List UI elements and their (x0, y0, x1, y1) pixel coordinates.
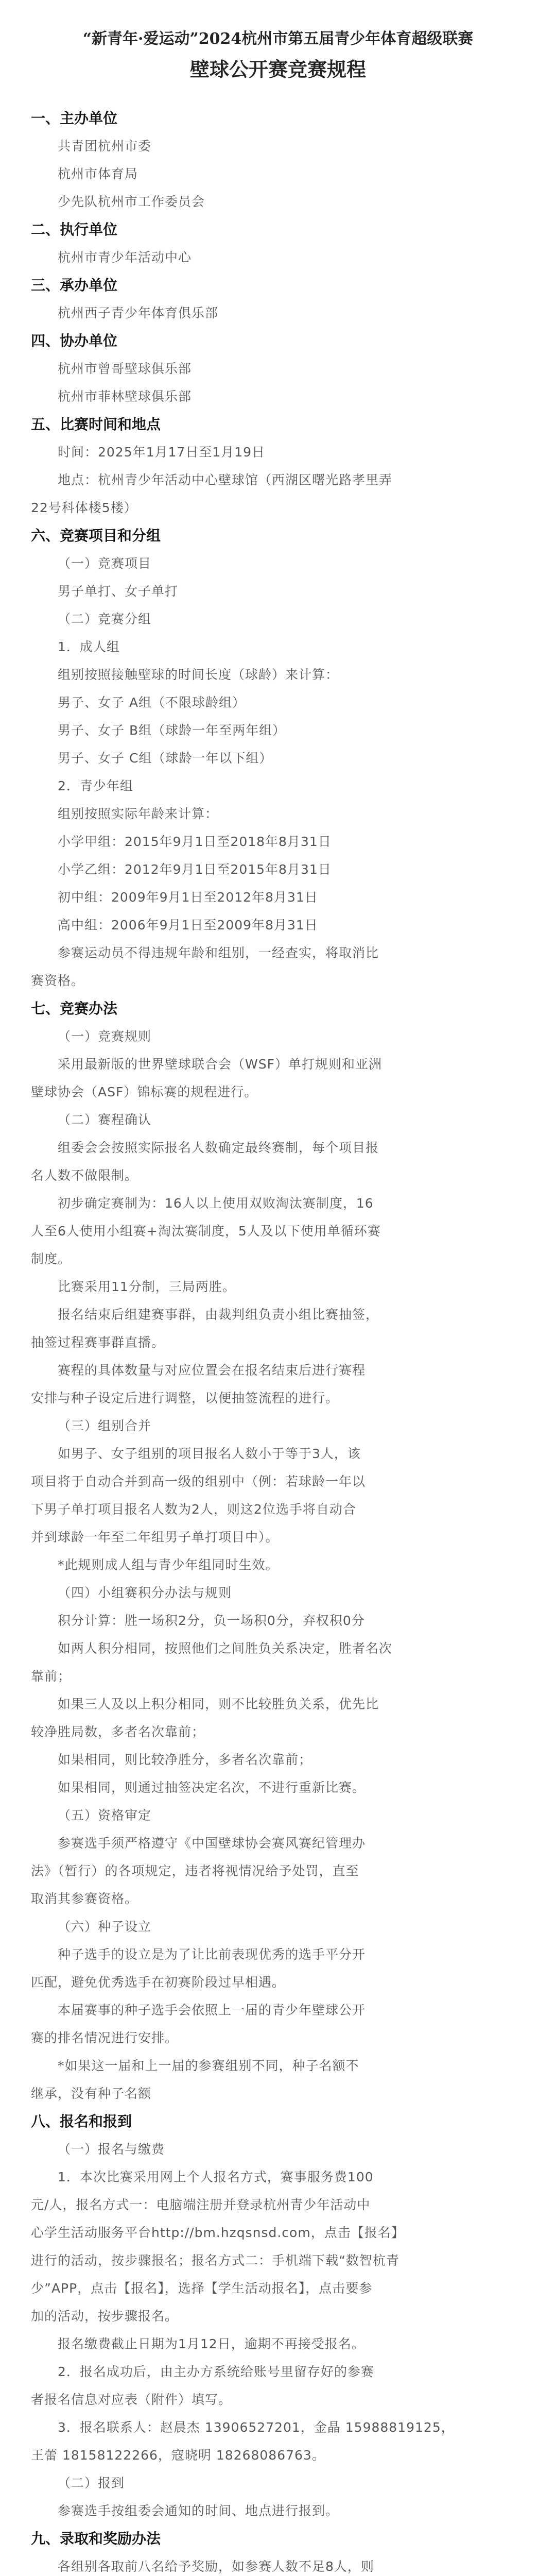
body-line: 进行的活动，按步骤报名；报名方式二：手机端下载“数智杭青 (31, 2253, 399, 2268)
body-line: （一）竞赛项目 (58, 556, 152, 571)
body-line: 组别按照实际年龄来计算： (58, 806, 219, 821)
body-line: 高中组：2006年9月1日至2009年8月31日 (58, 918, 318, 933)
document-title-line2: 壁球公开赛竞赛规程 (189, 58, 366, 81)
body-line: 各组别各取前八名给予奖励，如参赛人数不足8人，则 (58, 2559, 374, 2574)
body-line: 2．青少年组 (58, 778, 133, 793)
body-line: 如果相同，则比较净胜分，多者名次靠前； (58, 1752, 312, 1767)
body-line: 积分计算：胜一场积2分，负一场积0分，弃权积0分 (58, 1613, 365, 1628)
body-line: 较净胜局数，多者名次靠前； (31, 1724, 205, 1739)
body-line: 共青团杭州市委 (58, 139, 152, 154)
body-line: （二）竞赛分组 (58, 612, 152, 626)
body-line: 组委会会按照实际报名人数确定最终赛制，每个项目报 (58, 1140, 379, 1155)
body-line: 小学甲组：2015年9月1日至2018年8月31日 (58, 834, 332, 849)
body-line: （三）组别合并 (58, 1418, 152, 1433)
body-line: （五）资格审定 (58, 1808, 152, 1823)
document-title-line1: “新青年·爱运动”2024杭州市第五届青少年体育超级联赛 (82, 30, 474, 48)
body-line: 杭州市菲林壁球俱乐部 (58, 389, 192, 404)
body-line: 法》（暂行）的各项规定，违者将视情况给予处罚，直至 (31, 1863, 359, 1878)
body-line: 男子、女子 A组（不限球龄组） (58, 695, 246, 710)
body-line: 靠前； (31, 1669, 72, 1684)
body-line: （四）小组赛积分办法与规则 (58, 1585, 232, 1600)
body-line: 时间：2025年1月17日至1月19日 (58, 445, 266, 460)
body-line: 如果三人及以上积分相同，则不比较胜负关系，优先比 (58, 1697, 379, 1711)
document-body (31, 105, 525, 2576)
body-line: 王蕾 18158122266，寇晓明 18268086763。 (31, 2448, 325, 2463)
body-line: 人至6人使用小组赛+淘汰赛制度，5人及以下使用单循环赛 (31, 1224, 381, 1239)
body-line: 1．本次比赛采用网上个人报名方式，赛事服务费100 (58, 2170, 374, 2184)
body-line: 初中组：2009年9月1日至2012年8月31日 (58, 890, 318, 905)
body-line: 地点：杭州青少年活动中心壁球馆（西湖区曙光路孝里弄 (58, 472, 393, 487)
body-line: 参赛运动员不得违规年龄和组别，一经查实，将取消比 (58, 945, 379, 960)
body-line: 壁球协会（ASF）锦标赛的规程进行。 (31, 1084, 258, 1099)
body-line: 下男子单打项目报名人数为2人，则这2位选手将自动合 (31, 1502, 356, 1517)
body-line: 杭州市青少年活动中心 (58, 250, 192, 265)
body-line: 参赛选手按组委会通知的时间、地点进行报到。 (58, 2503, 339, 2518)
body-line: 3．报名联系人：赵晨杰 13906527201，金晶 15988819125， (58, 2420, 455, 2435)
body-line: 赛程的具体数量与对应位置会在报名结束后进行赛程 (58, 1363, 366, 1378)
body-line: 小学乙组：2012年9月1日至2015年8月31日 (58, 862, 332, 877)
body-line: （二）报到 (58, 2476, 125, 2490)
section-heading: 五、比赛时间和地点 (31, 416, 161, 433)
body-line: 少先队杭州市工作委员会 (58, 194, 205, 209)
body-line: 报名缴费截止日期为1月12日，逾期不再接受报名。 (58, 2336, 365, 2351)
body-line: 种子选手的设立是为了让比前表现优秀的选手平分开 (58, 1947, 366, 1962)
body-line: 元/人，报名方式一：电脑端注册并登录杭州青少年活动中 (31, 2197, 371, 2212)
body-line: 本届赛事的种子选手会依照上一届的青少年壁球公开 (58, 2003, 366, 2018)
body-line: 继承，没有种子名额 (31, 2086, 152, 2101)
body-line: 报名结束后组建赛事群，由裁判组负责小组比赛抽签， (58, 1307, 379, 1322)
section-heading: 七、竞赛办法 (31, 1000, 118, 1017)
section-heading: 二、执行单位 (31, 221, 118, 238)
body-line: 组别按照接触壁球的时间长度（球龄）来计算： (58, 667, 339, 682)
body-line: 比赛采用11分制，三局两胜。 (58, 1279, 236, 1294)
section-heading: 一、主办单位 (31, 110, 118, 127)
body-line: 如两人积分相同，按照他们之间胜负关系决定，胜者名次 (58, 1641, 393, 1656)
body-line: 男子、女子 B组（球龄一年至两年组） (58, 723, 286, 738)
body-line: 制度。 (31, 1251, 72, 1266)
body-line: 安排与种子设定后进行调整，以便抽签流程的进行。 (31, 1391, 339, 1405)
body-line: 并到球龄一年至二年组男子单打项目中）。 (31, 1530, 279, 1545)
body-line: 抽签过程赛事群直播。 (31, 1335, 165, 1350)
body-line: （一）竞赛规则 (58, 1029, 152, 1044)
section-heading: 八、报名和报到 (31, 2113, 132, 2130)
body-line: 杭州市体育局 (58, 166, 138, 181)
body-line: 采用最新版的世界壁球联合会（WSF）单打规则和亚洲 (58, 1057, 382, 1072)
body-line: 2．报名成功后，由主办方系统给账号里留存好的参赛 (58, 2364, 374, 2379)
body-line: （六）种子设立 (58, 1919, 152, 1934)
body-line: 匹配，避免优秀选手在初赛阶段过早相遇。 (31, 1975, 286, 1990)
body-line: 杭州市曾哥壁球俱乐部 (58, 361, 192, 376)
body-line: 22号科体楼5楼） (31, 500, 137, 515)
section-heading: 三、承办单位 (31, 277, 118, 294)
body-line: 名人数不做限制。 (31, 1168, 138, 1183)
body-line: 少”APP，点击【报名】，选择【学生活动报名】，点击要参 (31, 2281, 373, 2296)
body-line: 加的活动，按步骤报名。 (31, 2309, 179, 2324)
body-line: （二）赛程确认 (58, 1112, 152, 1127)
body-line: 赛资格。 (31, 973, 85, 988)
body-line: 如男子、女子组别的项目报名人数小于等于3人，该 (58, 1446, 361, 1461)
body-line: 赛的排名情况进行安排。 (31, 2030, 179, 2045)
body-line: 初步确定赛制为：16人以上使用双败淘汰赛制度，16 (58, 1196, 374, 1211)
body-line: 取消其参赛资格。 (31, 1891, 138, 1906)
body-line: 如果相同，则通过抽签决定名次，不进行重新比赛。 (58, 1780, 366, 1795)
body-line: 男子单打、女子单打 (58, 584, 179, 599)
body-line: *如果这一届和上一届的参赛组别不同，种子名额不 (58, 2058, 359, 2073)
body-line: 参赛选手须严格遵守《中国壁球协会赛风赛纪管理办 (58, 1836, 366, 1851)
body-line: 者报名信息对应表（附件）填写。 (31, 2392, 232, 2407)
body-line: *此规则成人组与青少年组同时生效。 (58, 1557, 279, 1572)
body-line: 1．成人组 (58, 639, 120, 654)
body-line: 男子、女子 C组（球龄一年以下组） (58, 751, 273, 766)
section-heading: 六、竞赛项目和分组 (31, 527, 161, 544)
body-line: 项目将于自动合并到高一级的组别中（例：若球龄一年以 (31, 1474, 366, 1489)
body-line: 心学生活动服务平台http://bm.hzqsnsd.com，点击【报名】 (31, 2225, 405, 2240)
section-heading: 九、录取和奖励办法 (31, 2530, 161, 2547)
body-line: 杭州西子青少年体育俱乐部 (58, 306, 219, 320)
section-heading: 四、协办单位 (31, 332, 118, 349)
body-line: （一）报名与缴费 (58, 2142, 165, 2157)
